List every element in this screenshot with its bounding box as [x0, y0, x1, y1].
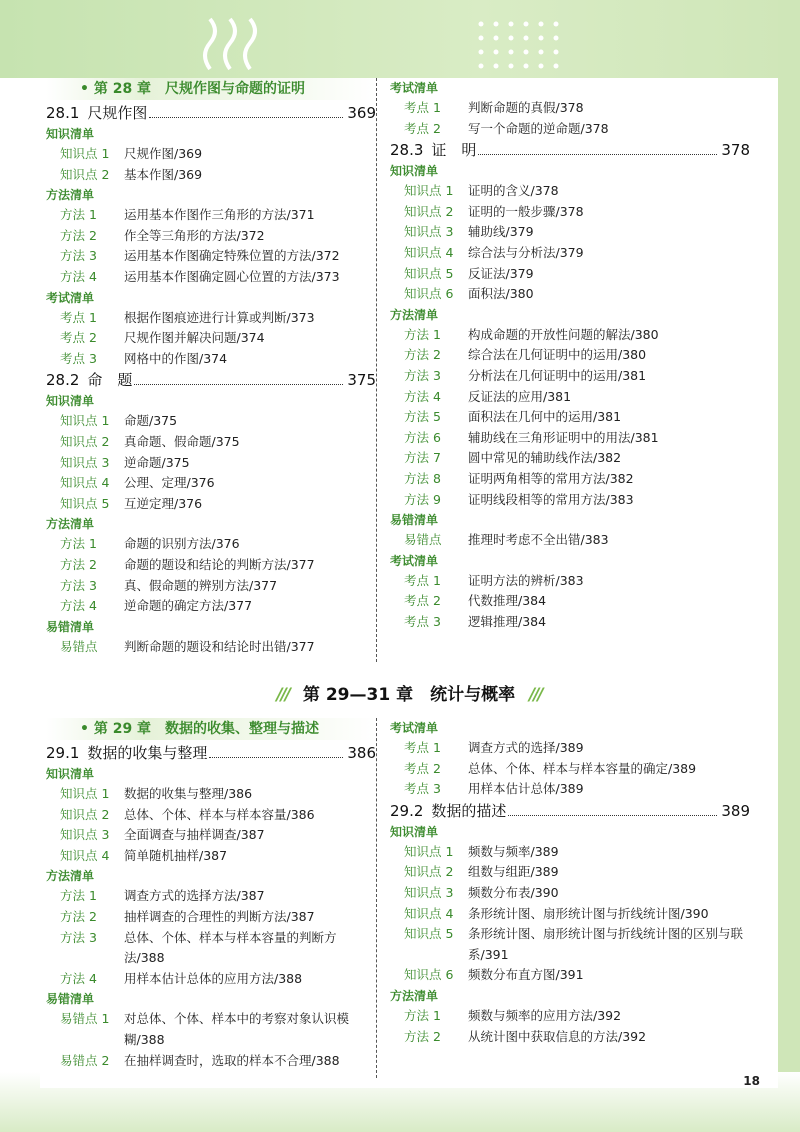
category-heading: 方法清单	[46, 517, 95, 532]
toc-entry[interactable]	[390, 490, 750, 511]
toc-entry[interactable]	[46, 432, 376, 453]
category-heading: 知识清单	[390, 164, 439, 179]
entry-text: 面积法在几何中的运用/381	[468, 409, 622, 425]
toc-entry[interactable]	[46, 1051, 376, 1072]
section-number: 28.3	[390, 141, 424, 160]
toc-entry[interactable]	[390, 571, 750, 592]
entry-text: 辅助线/379	[468, 224, 534, 240]
section-heading[interactable]	[390, 800, 750, 822]
entry-tag: 知识点 5	[404, 926, 454, 942]
entry-tag: 易错点 1	[60, 1011, 110, 1027]
toc-entry[interactable]	[46, 928, 376, 969]
entry-tag: 知识点 1	[404, 843, 454, 859]
toc-entry[interactable]	[46, 165, 376, 186]
entry-tag: 方法 2	[60, 908, 97, 924]
entry-tag: 方法 1	[60, 207, 97, 223]
leader-dots	[478, 154, 717, 155]
entry-tag: 方法 3	[60, 929, 97, 945]
leader-dots	[209, 757, 343, 758]
toc-entry[interactable]	[46, 576, 376, 597]
entry-text: 频数分布直方图/391	[468, 967, 584, 983]
entry-text: 调查方式的选择/389	[468, 740, 584, 755]
category-heading: 易错清单	[46, 619, 95, 634]
entry-tag: 知识点 6	[404, 286, 454, 302]
toc-entry[interactable]	[390, 428, 750, 449]
entry-text: 用样本估计总体/389	[468, 781, 584, 797]
entry-text: 互逆定理/376	[124, 495, 203, 511]
category-heading: 方法清单	[390, 307, 439, 322]
entry-text: 抽样调查的合理性的判断方法/387	[124, 908, 315, 924]
bullet-icon: •	[80, 721, 94, 737]
bullet-icon: •	[80, 81, 94, 97]
entry-tag: 方法 7	[404, 450, 441, 466]
part-title-slashes-left: ///	[276, 685, 289, 705]
entry-tag: 方法 4	[404, 388, 441, 404]
header-band	[0, 0, 800, 78]
category-heading: 方法清单	[46, 188, 95, 203]
toc-entry[interactable]	[390, 883, 750, 904]
entry-text: 从统计图中获取信息的方法/392	[468, 1028, 647, 1044]
entry-text: 组数与组距/389	[468, 864, 559, 880]
page-number: 18	[743, 1074, 760, 1088]
toc-entry[interactable]	[390, 965, 750, 986]
entry-text: 判断命题的真假/378	[468, 100, 584, 115]
wave-decoration	[200, 14, 280, 74]
entry-tag: 考点 2	[404, 120, 441, 136]
category-heading: 易错清单	[46, 992, 95, 1007]
category-heading: 考试清单	[390, 721, 439, 735]
entry-text: 用样本估计总体的应用方法/388	[124, 970, 303, 986]
left-column-top	[46, 78, 376, 657]
entry-text: 数据的收集与整理/386	[124, 786, 253, 801]
category-heading: 考试清单	[390, 81, 439, 95]
section-title: 证 明	[431, 141, 477, 160]
toc-entry[interactable]	[46, 596, 376, 617]
entry-text: 证明的一般步骤/378	[468, 203, 584, 219]
toc-entry[interactable]	[390, 738, 750, 759]
column-divider-top	[376, 78, 377, 662]
toc-entry[interactable]	[390, 1027, 750, 1048]
section-title: 数据的描述	[431, 801, 507, 820]
entry-text: 证明两角相等的常用方法/382	[468, 470, 634, 486]
toc-entry[interactable]	[46, 205, 376, 226]
entry-tag: 方法 3	[60, 248, 97, 264]
entry-text: 频数与频率的应用方法/392	[468, 1007, 622, 1023]
category-heading: 考试清单	[46, 290, 95, 305]
entry-tag: 考点 1	[404, 740, 441, 755]
entry-tag: 易错点 2	[60, 1052, 110, 1068]
toc-page	[40, 78, 778, 1088]
toc-entry[interactable]	[390, 469, 750, 490]
entry-tag: 考点 2	[60, 330, 97, 346]
section-page: 375	[347, 371, 376, 390]
section-heading[interactable]	[46, 102, 376, 124]
category-heading: 考试清单	[390, 553, 439, 568]
entry-text: 反证法/379	[468, 265, 534, 281]
entry-tag: 方法 3	[60, 577, 97, 593]
entry-text: 基本作图/369	[124, 166, 203, 182]
section-title: 数据的收集与整理	[87, 744, 208, 762]
toc-entry[interactable]	[390, 862, 750, 883]
toc-entry[interactable]	[46, 784, 376, 805]
toc-entry[interactable]	[46, 555, 376, 576]
entry-tag: 知识点 2	[60, 433, 110, 449]
toc-entry[interactable]	[390, 98, 750, 119]
entry-text: 命题的识别方法/376	[124, 536, 240, 552]
toc-entry[interactable]	[46, 473, 376, 494]
entry-tag: 方法 9	[404, 491, 441, 507]
entry-text: 运用基本作图作三角形的方法/371	[124, 207, 315, 223]
entry-text: 全面调查与抽样调查/387	[124, 827, 265, 843]
section-number: 28.1	[46, 104, 80, 122]
entry-tag: 方法 1	[60, 888, 97, 904]
toc-entry[interactable]	[46, 1009, 376, 1050]
toc-entry[interactable]	[390, 345, 750, 366]
toc-entry[interactable]	[390, 119, 750, 140]
section-number: 28.2	[46, 371, 80, 390]
entry-text: 代数推理/384	[468, 593, 547, 609]
toc-entry[interactable]	[390, 448, 750, 469]
leader-dots	[134, 384, 343, 385]
toc-entry[interactable]	[46, 805, 376, 826]
entry-tag: 方法 2	[60, 227, 97, 243]
toc-entry[interactable]	[390, 842, 750, 863]
entry-tag: 知识点 4	[60, 475, 110, 491]
entry-text: 网格中的作图/374	[124, 350, 228, 366]
entry-text: 证明的含义/378	[468, 183, 559, 199]
entry-tag: 知识点 5	[404, 265, 454, 281]
entry-tag: 考点 2	[404, 760, 441, 776]
entry-text: 反证法的应用/381	[468, 388, 572, 404]
entry-tag: 知识点 2	[404, 203, 454, 219]
category-heading: 知识清单	[46, 127, 95, 141]
entry-text: 公理、定理/376	[124, 475, 215, 491]
entry-text: 作全等三角形的方法/372	[124, 227, 265, 243]
entry-tag: 知识点 4	[404, 905, 454, 921]
entry-text: 圆中常见的辅助线作法/382	[468, 450, 622, 466]
toc-entry[interactable]	[46, 144, 376, 165]
entry-tag: 方法 3	[404, 367, 441, 383]
entry-text: 辅助线在三角形证明中的用法/381	[468, 429, 659, 445]
right-edge-band	[778, 0, 800, 1132]
entry-tag: 知识点 4	[404, 244, 454, 260]
entry-tag: 知识点 5	[60, 495, 110, 511]
entry-text: 面积法/380	[468, 286, 534, 302]
entry-text: 总体、个体、样本与样本容量/386	[124, 806, 315, 822]
entry-tag: 方法 8	[404, 470, 441, 486]
entry-tag: 知识点 3	[404, 884, 454, 900]
entry-tag: 易错点	[60, 638, 98, 654]
section-heading[interactable]	[46, 369, 376, 391]
entry-text: 命题的题设和结论的判断方法/377	[124, 556, 315, 572]
toc-entry[interactable]	[46, 226, 376, 247]
toc-entry[interactable]	[390, 904, 750, 925]
entry-tag: 考点 3	[404, 781, 441, 797]
entry-text: 真、假命题的辨别方法/377	[124, 577, 278, 593]
toc-entry[interactable]	[46, 246, 376, 267]
entry-text: 逆命题的确定方法/377	[124, 598, 253, 614]
toc-entry[interactable]	[46, 825, 376, 846]
category-heading: 方法清单	[390, 988, 439, 1003]
entry-tag: 方法 4	[60, 268, 97, 284]
entry-text: 根据作图痕迹进行计算或判断/373	[124, 309, 315, 325]
section-page: 369	[347, 104, 376, 122]
category-heading: 知识清单	[46, 767, 95, 781]
section-number: 29.2	[390, 801, 424, 820]
entry-tag: 考点 1	[60, 309, 97, 325]
toc-entry[interactable]	[390, 779, 750, 800]
toc-entry[interactable]	[46, 411, 376, 432]
entry-text: 总体、个体、样本与样本容量的确定/389	[468, 760, 697, 776]
right-column-bottom	[390, 718, 750, 1047]
entry-text: 尺规作图/369	[124, 146, 203, 161]
toc-entry[interactable]	[390, 387, 750, 408]
entry-text: 命题/375	[124, 413, 178, 429]
leader-dots	[149, 117, 343, 118]
section-page: 378	[721, 141, 750, 160]
chapter-heading	[46, 78, 376, 100]
toc-entry[interactable]	[46, 308, 376, 329]
entry-text: 判断命题的题设和结论时出错/377	[124, 638, 315, 654]
toc-entry[interactable]	[46, 637, 376, 658]
toc-entry[interactable]	[390, 325, 750, 346]
entry-tag: 方法 2	[404, 347, 441, 363]
toc-entry[interactable]	[390, 366, 750, 387]
entry-text: 频数分布表/390	[468, 884, 559, 900]
entry-tag: 知识点 1	[404, 183, 454, 199]
entry-text: 逆命题/375	[124, 454, 190, 470]
entry-text: 分析法在几何证明中的运用/381	[468, 367, 647, 383]
toc-entry[interactable]	[390, 759, 750, 780]
entry-tag: 知识点 1	[60, 146, 110, 161]
entry-tag: 方法 6	[404, 429, 441, 445]
entry-text: 对总体、个体、样本中的考察对象认识模糊/388	[124, 1011, 350, 1047]
entry-tag: 方法 1	[404, 1007, 441, 1023]
entry-text: 证明方法的辨析/383	[468, 572, 584, 588]
entry-text: 构成命题的开放性问题的解法/380	[468, 326, 659, 342]
entry-tag: 考点 1	[404, 572, 441, 588]
column-divider-bottom	[376, 718, 377, 1078]
section-number: 29.1	[46, 744, 80, 762]
part-title	[40, 682, 778, 708]
entry-text: 综合法在几何证明中的运用/380	[468, 347, 647, 363]
entry-tag: 方法 1	[60, 536, 97, 552]
toc-entry[interactable]	[46, 846, 376, 867]
section-title: 尺规作图	[87, 104, 148, 122]
entry-text: 推理时考虑不全出错/383	[468, 532, 609, 548]
entry-tag: 知识点 1	[60, 786, 110, 801]
toc-entry[interactable]	[390, 591, 750, 612]
entry-text: 证明线段相等的常用方法/383	[468, 491, 634, 507]
entry-tag: 考点 2	[404, 593, 441, 609]
category-heading: 知识清单	[390, 824, 439, 839]
toc-entry[interactable]	[390, 181, 750, 202]
entry-tag: 知识点 3	[404, 224, 454, 240]
chapter-heading	[46, 718, 376, 740]
toc-entry[interactable]	[390, 407, 750, 428]
entry-tag: 方法 5	[404, 409, 441, 425]
entry-tag: 知识点 2	[60, 806, 110, 822]
entry-text: 条形统计图、扇形统计图与折线统计图的区别与联系/391	[468, 926, 744, 962]
entry-tag: 知识点 2	[404, 864, 454, 880]
part-title-slashes-right: ///	[529, 685, 542, 705]
entry-tag: 方法 4	[60, 598, 97, 614]
toc-entry[interactable]	[46, 494, 376, 515]
entry-text: 尺规作图并解决问题/374	[124, 330, 265, 346]
entry-tag: 方法 2	[60, 556, 97, 572]
entry-tag: 知识点 4	[60, 847, 110, 863]
entry-tag: 易错点	[404, 532, 442, 548]
category-heading: 方法清单	[46, 869, 95, 884]
toc-entry[interactable]	[46, 886, 376, 907]
toc-entry[interactable]	[46, 349, 376, 370]
entry-tag: 知识点 3	[60, 827, 110, 843]
entry-text: 在抽样调查时，选取的样本不合理/388	[124, 1052, 340, 1068]
entry-tag: 考点 3	[404, 613, 441, 629]
entry-tag: 考点 1	[404, 100, 441, 115]
category-heading: 易错清单	[390, 513, 439, 528]
section-heading[interactable]	[46, 742, 376, 764]
entry-text: 运用基本作图确定特殊位置的方法/372	[124, 248, 340, 264]
toc-entry[interactable]	[46, 907, 376, 928]
toc-entry[interactable]	[46, 453, 376, 474]
toc-entry[interactable]	[46, 267, 376, 288]
toc-entry[interactable]	[390, 530, 750, 551]
right-column-top	[390, 78, 750, 632]
toc-entry[interactable]	[390, 202, 750, 223]
entry-tag: 方法 2	[404, 1028, 441, 1044]
toc-entry[interactable]	[390, 264, 750, 285]
entry-text: 简单随机抽样/387	[124, 847, 228, 863]
leader-dots	[508, 815, 717, 816]
entry-tag: 考点 3	[60, 350, 97, 366]
entry-text: 综合法与分析法/379	[468, 244, 584, 260]
entry-text: 条形统计图、扇形统计图与折线统计图/390	[468, 905, 709, 921]
entry-text: 频数与频率/389	[468, 843, 559, 859]
chapter-title: 第 28 章 尺规作图与命题的证明	[93, 81, 306, 97]
entry-tag: 知识点 3	[60, 454, 110, 470]
entry-tag: 知识点 1	[60, 413, 110, 429]
toc-entry[interactable]	[46, 328, 376, 349]
toc-entry[interactable]	[390, 612, 750, 633]
section-page: 389	[721, 801, 750, 820]
section-heading[interactable]	[390, 139, 750, 161]
toc-entry[interactable]	[390, 243, 750, 264]
toc-entry[interactable]	[46, 969, 376, 990]
entry-text: 总体、个体、样本与样本容量的判断方法/388	[124, 929, 337, 966]
entry-tag: 方法 4	[60, 970, 97, 986]
chapter-title: 第 29 章 数据的收集、整理与描述	[93, 721, 320, 737]
entry-text: 运用基本作图确定圆心位置的方法/373	[124, 268, 340, 284]
category-heading: 知识清单	[46, 394, 95, 409]
dots-decoration	[475, 18, 565, 74]
toc-entry[interactable]	[390, 924, 750, 965]
section-title: 命 题	[87, 371, 133, 390]
toc-entry[interactable]	[390, 1006, 750, 1027]
left-column-bottom	[46, 718, 376, 1071]
entry-tag: 知识点 6	[404, 967, 454, 983]
entry-tag: 知识点 2	[60, 166, 110, 182]
entry-tag: 方法 1	[404, 326, 441, 342]
toc-entry[interactable]	[46, 534, 376, 555]
entry-text: 逻辑推理/384	[468, 613, 547, 629]
part-title-text: 第 29—31 章 统计与概率	[302, 685, 516, 705]
section-page: 386	[347, 744, 376, 762]
toc-entry[interactable]	[390, 222, 750, 243]
toc-entry[interactable]	[390, 284, 750, 305]
entry-text: 写一个命题的逆命题/378	[468, 120, 609, 136]
entry-text: 调查方式的选择方法/387	[124, 888, 265, 904]
entry-text: 真命题、假命题/375	[124, 433, 240, 449]
